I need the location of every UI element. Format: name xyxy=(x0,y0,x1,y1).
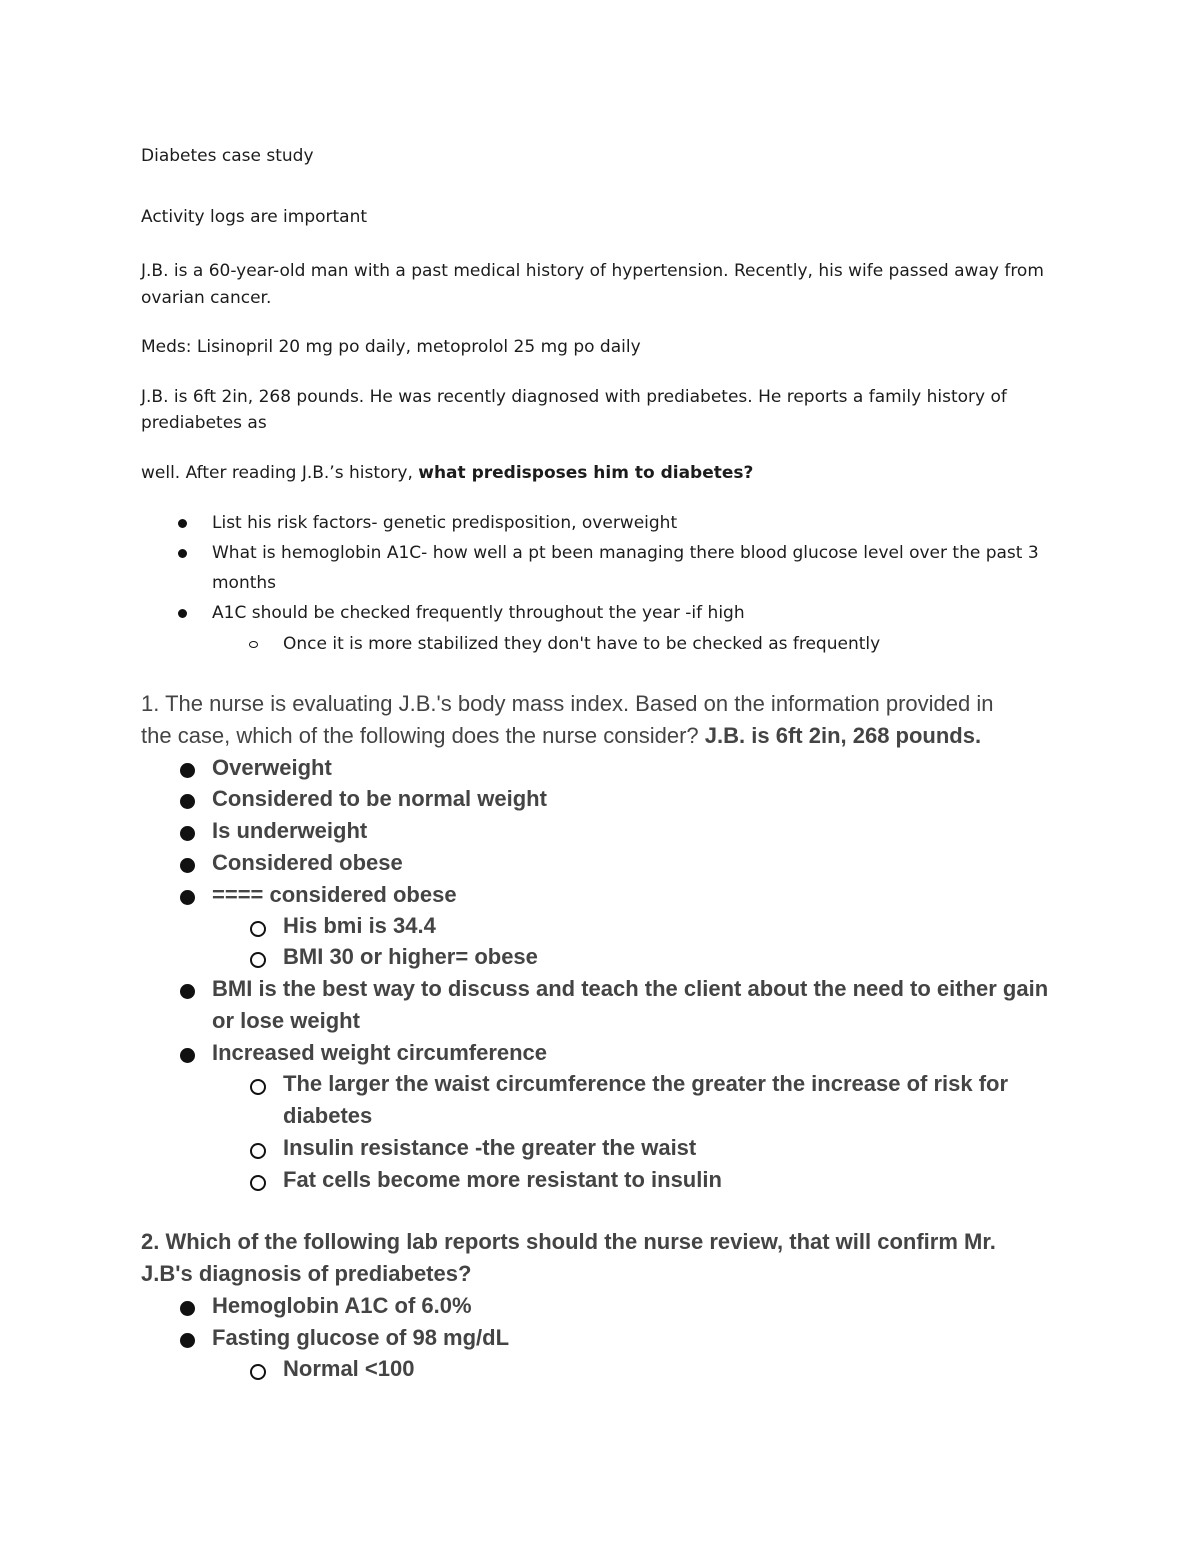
bullet-dot-icon xyxy=(180,1333,195,1348)
stats-line-1: J.B. is 6ft 2in, 268 pounds. He was recently diagnosed with prediabetes. He reports a family history of xyxy=(141,387,1007,407)
q1-suboption: Insulin resistance -the greater the waist xyxy=(283,1135,697,1160)
q2-suboption: Normal <100 xyxy=(283,1356,415,1381)
q1-suboption: BMI 30 or higher= obese xyxy=(283,944,538,969)
q1-option: Considered obese xyxy=(212,850,403,875)
q2-option: Hemoglobin A1C of 6.0% xyxy=(212,1293,472,1318)
q1-option: ==== considered obese xyxy=(212,882,457,907)
bullet-circle-icon xyxy=(249,641,258,648)
q1-option: Increased weight circumference xyxy=(212,1040,548,1065)
bullet-circle-icon xyxy=(250,1175,266,1191)
q2-option: Fasting glucose of 98 mg/dL xyxy=(212,1325,510,1350)
question-intro-bold: what predisposes him to diabetes? xyxy=(418,463,754,483)
q2-line-2: J.B's diagnosis of prediabetes? xyxy=(141,1261,472,1286)
bullet-dot-icon xyxy=(178,609,187,618)
q1-option: Overweight xyxy=(212,755,332,780)
q1-suboption: The larger the waist circumference the greater the increase of risk for xyxy=(283,1071,1009,1096)
q1-suboption: Fat cells become more resistant to insulin xyxy=(283,1167,722,1192)
q1-line-2-bold: J.B. is 6ft 2in, 268 pounds. xyxy=(704,723,982,748)
q1-option-continued: or lose weight xyxy=(212,1008,360,1033)
bullet-circle-icon xyxy=(250,952,266,968)
question-intro xyxy=(141,463,753,483)
q1-line-2-text: the case, which of the following does the nurse consider? xyxy=(141,723,705,748)
q1-suboption: His bmi is 34.4 xyxy=(283,913,436,938)
stats-line-2: prediabetes as xyxy=(141,413,267,433)
meds-line: Meds: Lisinopril 20 mg po daily, metoprolol 25 mg po daily xyxy=(141,337,641,357)
bullet-dot-icon xyxy=(180,763,195,778)
q1-line-2 xyxy=(141,723,981,749)
bullet-dot-icon xyxy=(178,519,187,528)
document-subtitle: Activity logs are important xyxy=(141,207,368,227)
bullet-circle-icon xyxy=(250,1143,266,1159)
q1-option: Considered to be normal weight xyxy=(212,786,547,811)
bullet-circle-icon xyxy=(250,921,266,937)
bullet-circle-icon xyxy=(250,1079,266,1095)
bullet-dot-icon xyxy=(180,1048,195,1063)
q1-line-1: 1. The nurse is evaluating J.B.'s body mass index. Based on the information provided in xyxy=(141,691,994,716)
bullet-dot-icon xyxy=(180,794,195,809)
bullet-dot-icon xyxy=(180,890,195,905)
bullet-circle-icon xyxy=(250,1364,266,1380)
bullet-dot-icon xyxy=(178,549,187,558)
note-subitem: Once it is more stabilized they don't have to be checked as frequently xyxy=(283,634,881,654)
bullet-dot-icon xyxy=(180,858,195,873)
q1-option: BMI is the best way to discuss and teach the client about the need to either gain xyxy=(212,976,1049,1001)
bullet-dot-icon xyxy=(180,826,195,841)
q1-option: Is underweight xyxy=(212,818,368,843)
note-item: A1C should be checked frequently throughout the year -if high xyxy=(212,603,745,623)
history-line-1: J.B. is a 60-year-old man with a past medical history of hypertension. Recently, his wife passed away from xyxy=(141,261,1044,281)
document-title: Diabetes case study xyxy=(141,146,314,166)
note-item: What is hemoglobin A1C- how well a pt been managing there blood glucose level over the past 3 xyxy=(212,543,1039,563)
note-item: List his risk factors- genetic predisposition, overweight xyxy=(212,513,678,533)
question-intro-text: well. After reading J.B.’s history, xyxy=(141,463,419,483)
bullet-dot-icon xyxy=(180,984,195,999)
history-line-2: ovarian cancer. xyxy=(141,288,272,308)
bullet-dot-icon xyxy=(180,1301,195,1316)
q2-line-1: 2. Which of the following lab reports should the nurse review, that will confirm Mr. xyxy=(141,1229,996,1254)
note-item-continued: months xyxy=(212,573,277,593)
q1-suboption-continued: diabetes xyxy=(283,1103,373,1128)
